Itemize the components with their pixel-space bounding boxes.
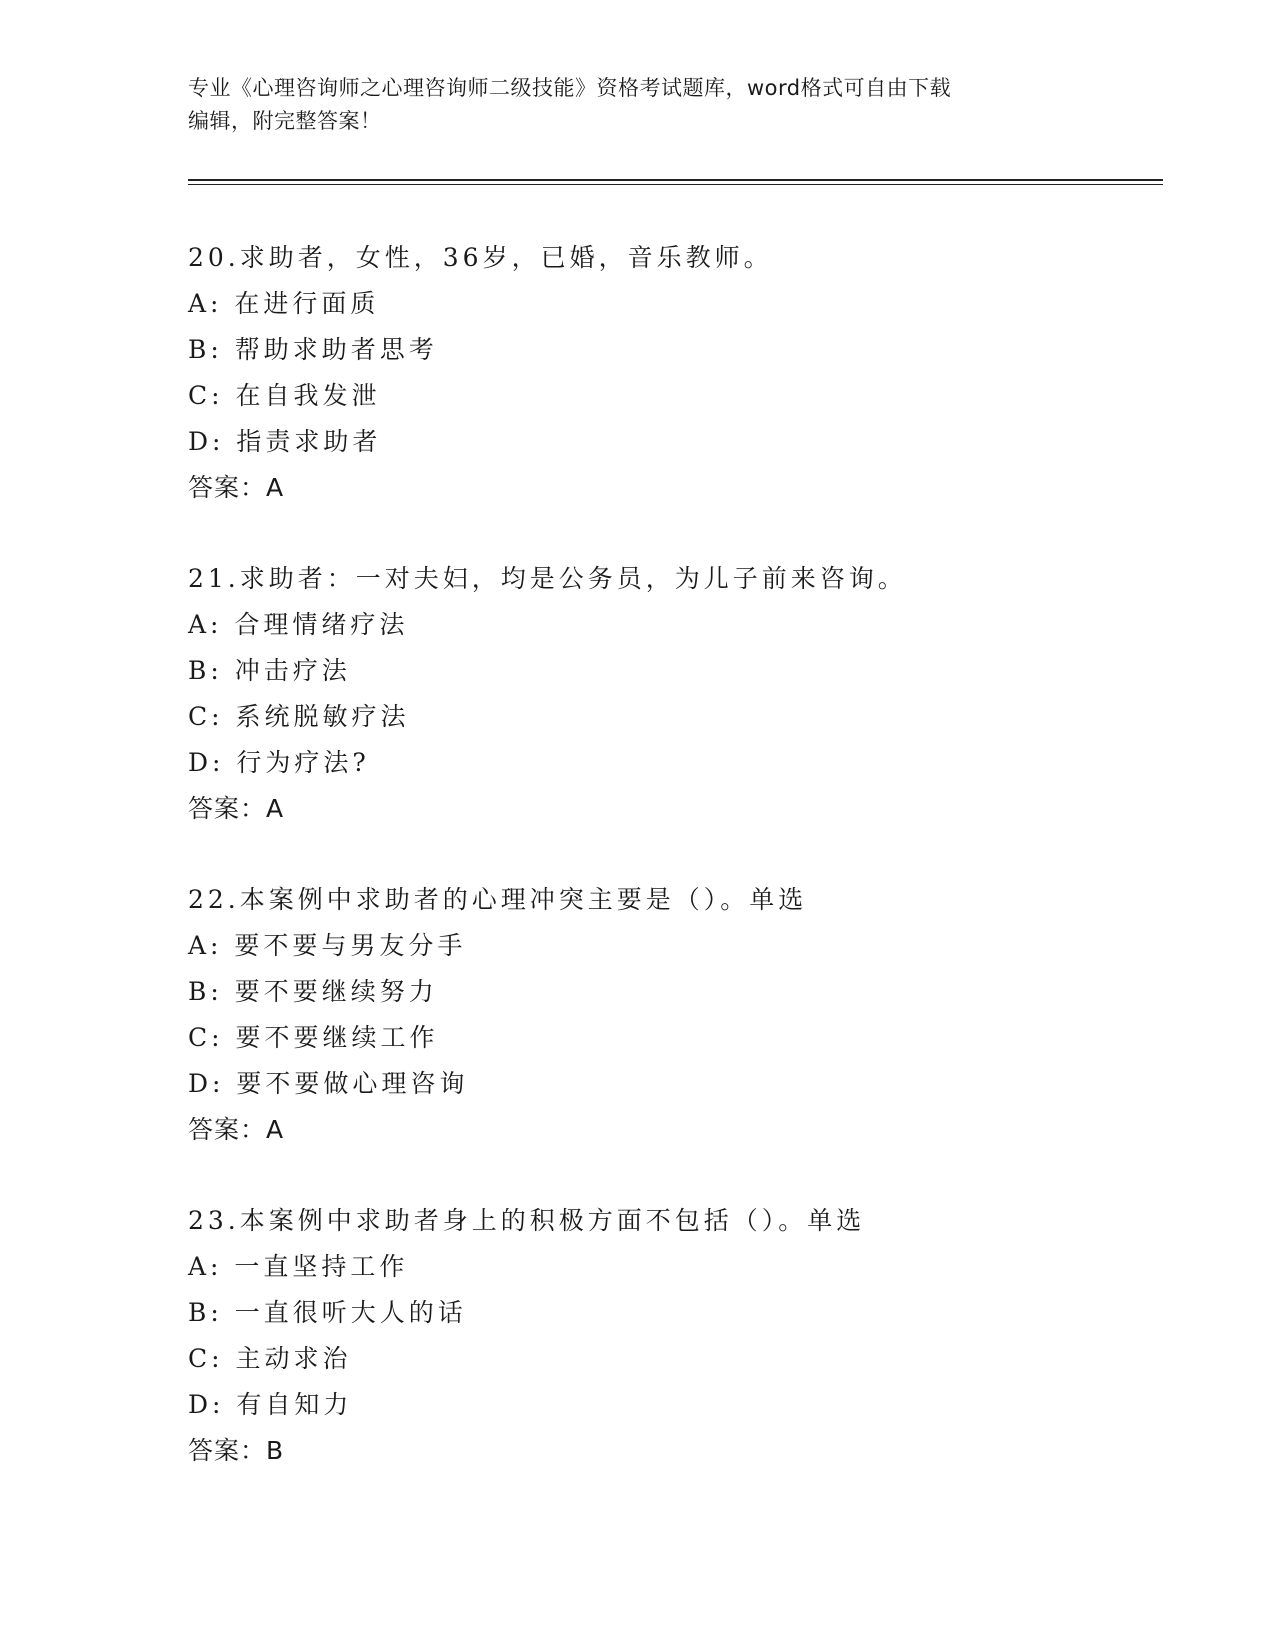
option-b: B: 冲击疗法 <box>188 656 351 685</box>
header-line-2: 编辑，附完整答案！ <box>188 109 382 133</box>
header-divider-thick <box>188 179 1163 181</box>
option-a: A: 一直坚持工作 <box>188 1252 409 1281</box>
header-divider-thin <box>188 184 1163 185</box>
header-line-1: 专业《心理咨询师之心理咨询师二级技能》资格考试题库，word格式可自由下载 <box>188 76 952 100</box>
option-c: C: 要不要继续工作 <box>188 1023 439 1052</box>
answer-label: 答案：A <box>188 794 285 823</box>
option-b: B: 帮助求助者思考 <box>188 335 438 364</box>
question-stem: 21.求助者：一对夫妇，均是公务员，为儿子前来咨询。 <box>188 564 907 593</box>
question-stem: 20.求助者，女性，36岁，已婚，音乐教师。 <box>188 243 773 272</box>
option-d: D: 指责求助者 <box>188 427 382 456</box>
option-d: D: 有自知力 <box>188 1390 353 1419</box>
question-21 <box>188 556 1148 832</box>
document-header <box>188 72 1088 138</box>
question-stem: 22.本案例中求助者的心理冲突主要是（）。单选 <box>188 885 808 914</box>
answer-label: 答案：A <box>188 1115 285 1144</box>
option-a: A: 合理情绪疗法 <box>188 610 409 639</box>
question-stem: 23.本案例中求助者身上的积极方面不包括（）。单选 <box>188 1206 866 1235</box>
question-22 <box>188 877 1148 1153</box>
option-b: B: 一直很听大人的话 <box>188 1298 467 1327</box>
option-d: D: 行为疗法? <box>188 748 370 777</box>
question-23 <box>188 1198 1148 1474</box>
option-b: B: 要不要继续努力 <box>188 977 438 1006</box>
option-c: C: 系统脱敏疗法 <box>188 702 410 731</box>
option-c: C: 在自我发泄 <box>188 381 381 410</box>
answer-label: 答案：B <box>188 1436 285 1465</box>
option-a: A: 要不要与男友分手 <box>188 931 467 960</box>
option-a: A: 在进行面质 <box>188 289 380 318</box>
option-c: C: 主动求治 <box>188 1344 352 1373</box>
option-d: D: 要不要做心理咨询 <box>188 1069 469 1098</box>
question-20 <box>188 235 1148 511</box>
answer-label: 答案：A <box>188 473 285 502</box>
